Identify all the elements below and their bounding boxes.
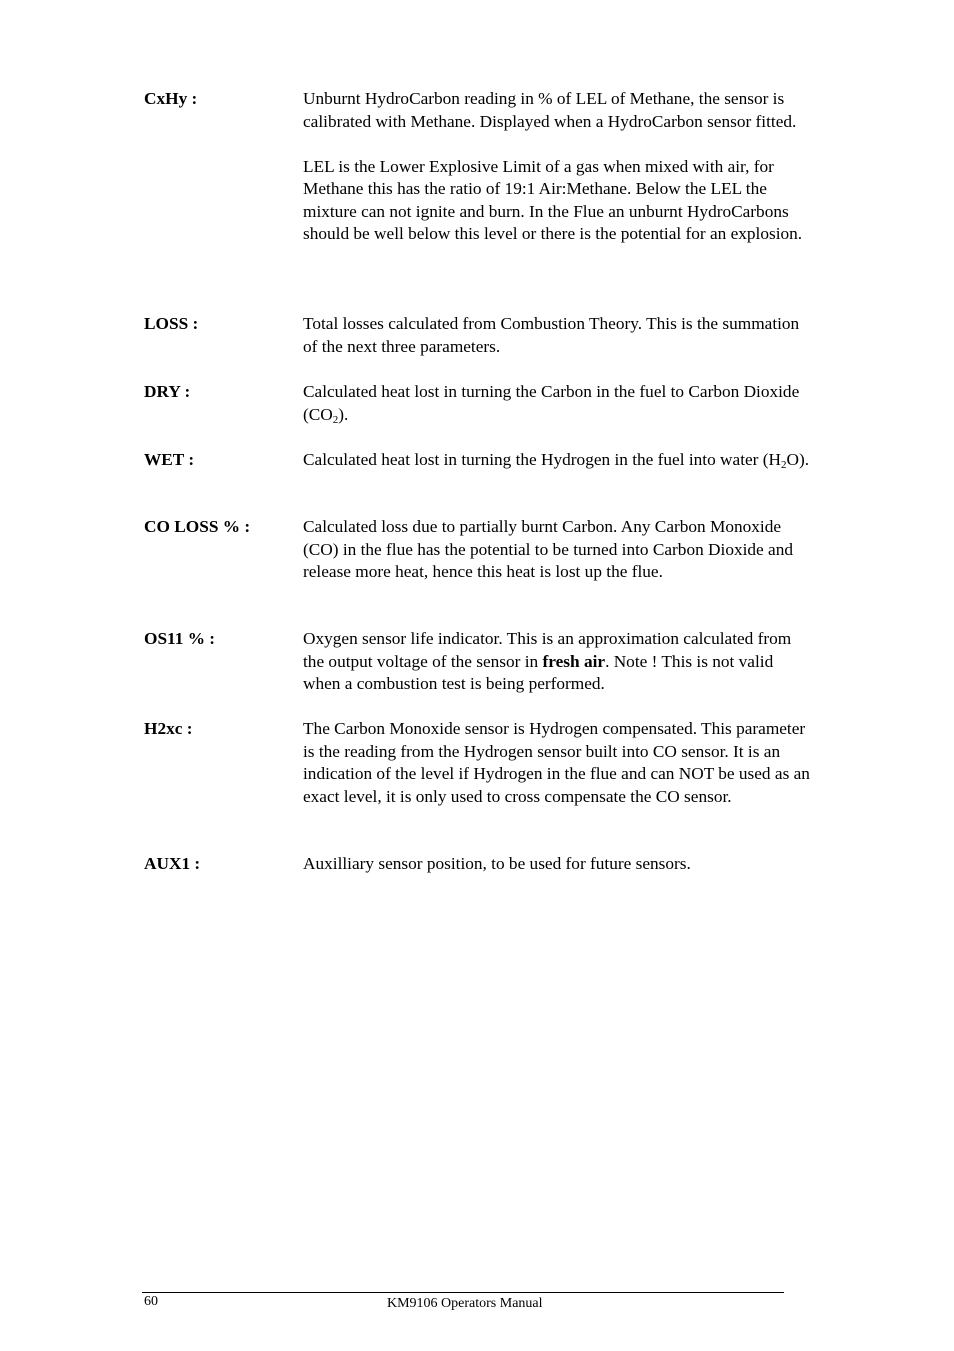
definition <box>303 381 813 426</box>
definition-text: . Note ! This is not valid when a combustion test is being performed. <box>303 651 774 693</box>
emphasis-text: fresh air <box>542 651 606 671</box>
subscript-2: 2 <box>332 413 339 426</box>
term-label: H2xc : <box>144 719 193 738</box>
definition-paragraph: Auxilliary sensor position, to be used for future sensors. <box>303 854 691 873</box>
definition-paragraph: Unburnt HydroCarbon reading in % of LEL of Methane, the sensor is calibrated with Methane. Displayed when a HydroCarbon sensor fitted. <box>303 89 797 131</box>
term-label: OS11 % : <box>144 629 216 648</box>
definition <box>303 88 813 246</box>
definition <box>303 718 813 808</box>
definition-paragraph: Calculated loss due to partially burnt Carbon. Any Carbon Monoxide (CO) in the flue has the potential to be turned into Carbon Dioxide and release more heat, hence this heat is lost up the flue. <box>303 517 794 581</box>
definition <box>303 628 813 696</box>
definition-paragraph: Total losses calculated from Combustion Theory. This is the summation of the next three parameters. <box>303 314 800 356</box>
subscript-2: 2 <box>781 459 787 471</box>
footer-divider <box>142 1292 784 1293</box>
term-label: WET : <box>144 450 195 469</box>
footer-manual-title: KM9106 Operators Manual <box>387 1296 543 1311</box>
definition-paragraph: The Carbon Monoxide sensor is Hydrogen compensated. This parameter is the reading from the Hydrogen sensor built into CO sensor. It is an indication of the level if Hydrogen in the flue and can NOT be used as an exact level, it is only used to cross compensate the CO sensor. <box>303 719 810 806</box>
definition-text: Calculated heat lost in turning the Carbon in the fuel to Carbon Dioxide (CO <box>303 382 800 424</box>
definition-paragraph <box>303 628 813 696</box>
term-label: LOSS : <box>144 314 199 333</box>
definition-text: O). <box>786 450 810 469</box>
definition-paragraph: LEL is the Lower Explosive Limit of a gas when mixed with air, for Methane this has the ratio of 19:1 Air:Methane. Below the LEL the mixture can not ignite and burn. In the Flue an unburnt HydroCarbons should be well below this level or there is the potential for an explosion. <box>303 156 803 243</box>
definition <box>303 853 813 876</box>
term-label: CO LOSS % : <box>144 517 251 536</box>
definition-text: ). <box>338 404 349 424</box>
page-number: 60 <box>144 1294 158 1309</box>
definition <box>303 516 813 584</box>
definition-text: Oxygen sensor life indicator. This is an approximation calculated from the output voltage of the sensor in <box>303 629 792 671</box>
definition-paragraph <box>303 449 813 472</box>
term-label: CxHy : <box>144 89 198 108</box>
definition <box>303 449 813 472</box>
definition <box>303 313 813 358</box>
definition-text: Calculated heat lost in turning the Hydrogen in the fuel into water (H <box>303 450 781 469</box>
definition-paragraph <box>303 381 813 426</box>
term-label: AUX1 : <box>144 854 201 873</box>
term-label: DRY : <box>144 382 191 401</box>
